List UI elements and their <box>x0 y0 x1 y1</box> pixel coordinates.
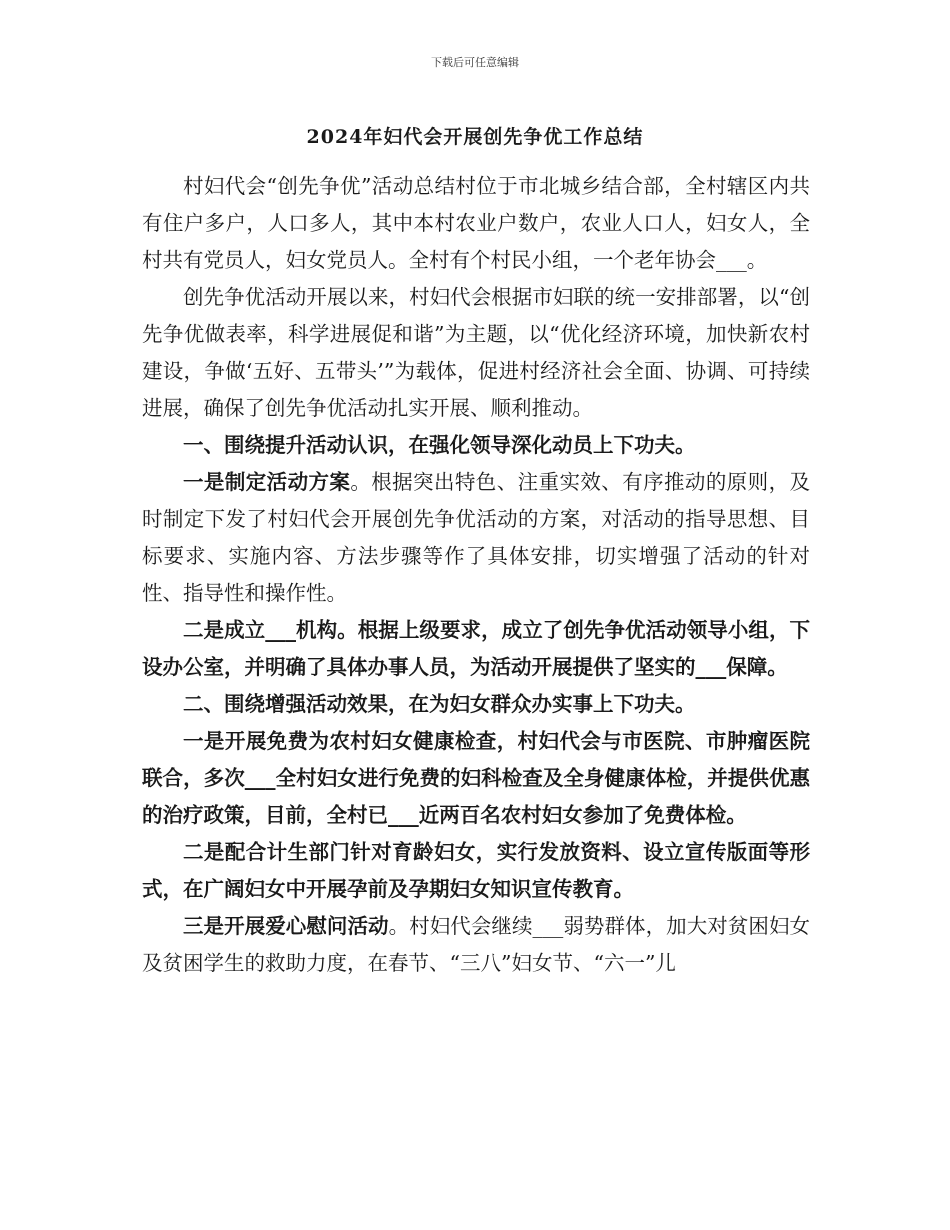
header-note: 下载后可任意编辑 <box>431 56 519 69</box>
document-body <box>142 168 810 982</box>
paragraph-family-planning: 二是配合计生部门针对育龄妇女，实行发放资料、设立宣传版面等形式，在广阔妇女中开展孕前及孕期妇女知识宣传教育。 <box>142 840 810 901</box>
paragraph-charity-lead: 三是开展爱心慰问活动 <box>183 914 389 938</box>
paragraph-plan <box>142 464 810 612</box>
paragraph-charity <box>142 908 810 982</box>
paragraph-charity-text: 。村妇代会继续___弱势群体，加大对贫困妇女及贫困学生的救助力度，在春节、“三八”妇女节、“六一”儿 <box>142 914 811 975</box>
paragraph-organization: 二是成立___机构。根据上级要求，成立了创先争优活动领导小组，下设办公室，并明确了具体办事人员，为活动开展提供了坚实的___保障。 <box>142 618 810 679</box>
paragraph-intro: 村妇代会“创先争优”活动总结村位于市北城乡结合部，全村辖区内共有住户多户，人口多人，其中本村农业户数户，农业人口人，妇女人，全村共有党员人，妇女党员人。全村有个村民小组，一个老年协会___。 <box>142 174 810 272</box>
paragraph-overview: 创先争优活动开展以来，村妇代会根据市妇联的统一安排部署，以“创先争优做表率，科学进展促和谐”为主题，以“优化经济环境，加快新农村建设，争做‘五好、五带头’”为载体，促进村经济社会全面、协调、可持续进展，确保了创先争优活动扎实开展、顺利推动。 <box>142 285 810 420</box>
section-heading-2: 二、围绕增强活动效果，在为妇女群众办实事上下功夫。 <box>183 692 696 716</box>
paragraph-plan-text: 。根据突出特色、注重实效、有序推动的原则，及时制定下发了村妇代会开展创先争优活动的方案，对活动的指导思想、目标要求、实施内容、方法步骤等作了具体安排，切实增强了活动的针对性、指导性和操作性。 <box>142 470 811 605</box>
paragraph-plan-lead: 一是制定活动方案 <box>183 470 351 494</box>
paragraph-health-check: 一是开展免费为农村妇女健康检查，村妇代会与市医院、市肿瘤医院联合，多次___全村妇女进行免费的妇科检查及全身健康体检，并提供优惠的治疗政策，目前，全村已___近两百名农村妇女参加了免费体检。 <box>142 729 810 827</box>
section-heading-1: 一、围绕提升活动认识，在强化领导深化动员上下功夫。 <box>183 433 696 457</box>
document-title: 2024年妇代会开展创先争优工作总结 <box>306 126 644 148</box>
